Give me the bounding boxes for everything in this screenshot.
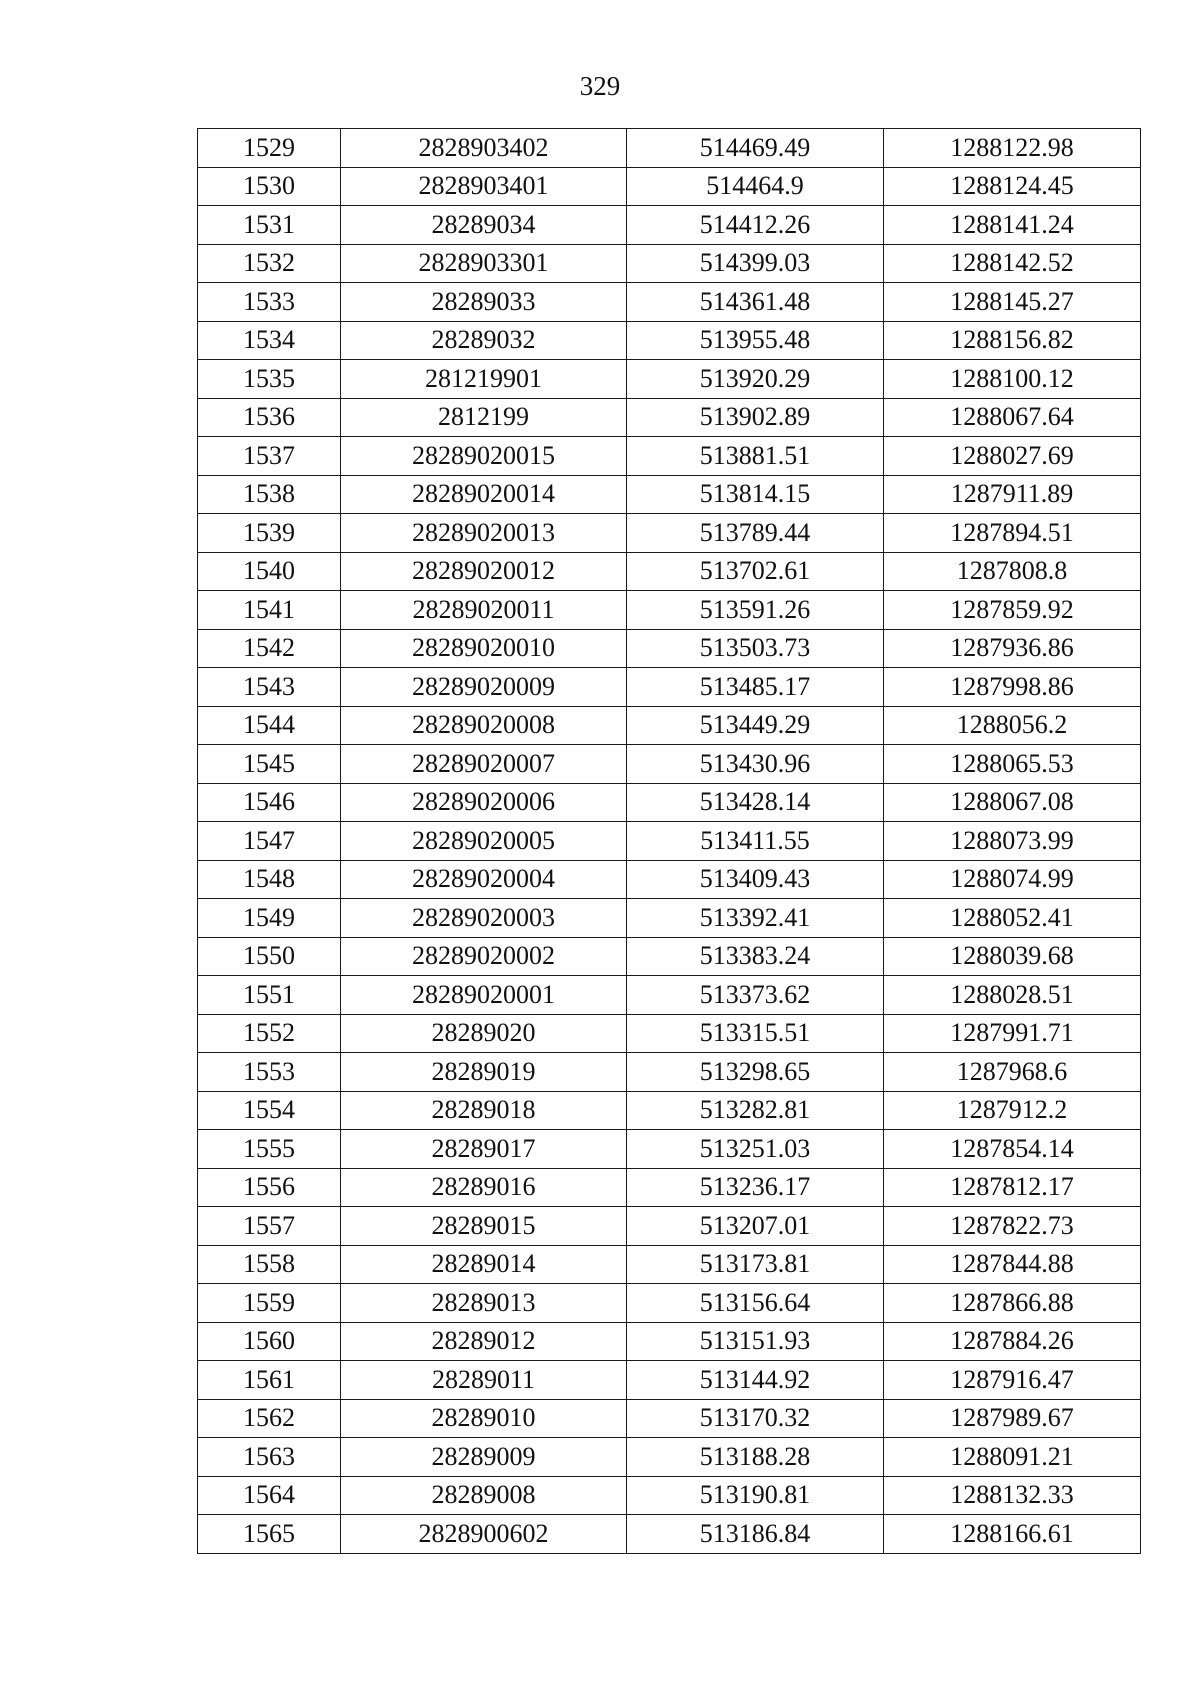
point-code-cell: 28289018 (341, 1091, 627, 1130)
x-coordinate-cell: 513186.84 (627, 1515, 884, 1554)
point-code-cell: 28289020006 (341, 783, 627, 822)
x-coordinate-cell: 513251.03 (627, 1130, 884, 1169)
table-row (198, 591, 1141, 630)
x-coordinate-cell: 514399.03 (627, 244, 884, 283)
y-coordinate-cell: 1287854.14 (884, 1130, 1141, 1169)
row-number-cell: 1529 (198, 129, 341, 168)
table-row (198, 514, 1141, 553)
row-number-cell: 1540 (198, 552, 341, 591)
point-code-cell: 28289020008 (341, 706, 627, 745)
y-coordinate-cell: 1288132.33 (884, 1476, 1141, 1515)
table-row (198, 244, 1141, 283)
row-number-cell: 1557 (198, 1207, 341, 1246)
y-coordinate-cell: 1288028.51 (884, 976, 1141, 1015)
y-coordinate-cell: 1287822.73 (884, 1207, 1141, 1246)
y-coordinate-cell: 1287916.47 (884, 1361, 1141, 1400)
point-code-cell: 2828903401 (341, 167, 627, 206)
row-number-cell: 1542 (198, 629, 341, 668)
x-coordinate-cell: 513298.65 (627, 1053, 884, 1092)
point-code-cell: 2828903402 (341, 129, 627, 168)
y-coordinate-cell: 1288065.53 (884, 745, 1141, 784)
x-coordinate-cell: 513902.89 (627, 398, 884, 437)
row-number-cell: 1545 (198, 745, 341, 784)
x-coordinate-cell: 513955.48 (627, 321, 884, 360)
y-coordinate-cell: 1288124.45 (884, 167, 1141, 206)
x-coordinate-cell: 513373.62 (627, 976, 884, 1015)
point-code-cell: 2812199 (341, 398, 627, 437)
row-number-cell: 1555 (198, 1130, 341, 1169)
row-number-cell: 1563 (198, 1438, 341, 1477)
table-row (198, 1091, 1141, 1130)
point-code-cell: 28289020013 (341, 514, 627, 553)
y-coordinate-cell: 1288142.52 (884, 244, 1141, 283)
table-row (198, 706, 1141, 745)
table-row (198, 783, 1141, 822)
row-number-cell: 1562 (198, 1399, 341, 1438)
table-row (198, 668, 1141, 707)
table-row (198, 745, 1141, 784)
table-row (198, 629, 1141, 668)
row-number-cell: 1561 (198, 1361, 341, 1400)
x-coordinate-cell: 513503.73 (627, 629, 884, 668)
point-code-cell: 28289020009 (341, 668, 627, 707)
y-coordinate-cell: 1287859.92 (884, 591, 1141, 630)
point-code-cell: 28289020004 (341, 860, 627, 899)
y-coordinate-cell: 1288027.69 (884, 437, 1141, 476)
y-coordinate-cell: 1287911.89 (884, 475, 1141, 514)
y-coordinate-cell: 1287844.88 (884, 1245, 1141, 1284)
y-coordinate-cell: 1288091.21 (884, 1438, 1141, 1477)
point-code-cell: 28289020005 (341, 822, 627, 861)
row-number-cell: 1530 (198, 167, 341, 206)
y-coordinate-cell: 1287884.26 (884, 1322, 1141, 1361)
x-coordinate-cell: 513881.51 (627, 437, 884, 476)
x-coordinate-cell: 513282.81 (627, 1091, 884, 1130)
point-code-cell: 28289015 (341, 1207, 627, 1246)
row-number-cell: 1534 (198, 321, 341, 360)
point-code-cell: 28289014 (341, 1245, 627, 1284)
table-row (198, 937, 1141, 976)
point-code-cell: 28289017 (341, 1130, 627, 1169)
table-row (198, 475, 1141, 514)
table-row (198, 1053, 1141, 1092)
row-number-cell: 1535 (198, 360, 341, 399)
row-number-cell: 1558 (198, 1245, 341, 1284)
x-coordinate-cell: 513920.29 (627, 360, 884, 399)
y-coordinate-cell: 1288166.61 (884, 1515, 1141, 1554)
row-number-cell: 1560 (198, 1322, 341, 1361)
y-coordinate-cell: 1288067.64 (884, 398, 1141, 437)
y-coordinate-cell: 1288145.27 (884, 283, 1141, 322)
y-coordinate-cell: 1288122.98 (884, 129, 1141, 168)
point-code-cell: 28289010 (341, 1399, 627, 1438)
point-code-cell: 28289020011 (341, 591, 627, 630)
coordinates-table (197, 128, 1141, 1554)
x-coordinate-cell: 513144.92 (627, 1361, 884, 1400)
y-coordinate-cell: 1288156.82 (884, 321, 1141, 360)
table-row (198, 360, 1141, 399)
row-number-cell: 1537 (198, 437, 341, 476)
x-coordinate-cell: 513789.44 (627, 514, 884, 553)
table-row (198, 1014, 1141, 1053)
row-number-cell: 1547 (198, 822, 341, 861)
table-row (198, 976, 1141, 1015)
row-number-cell: 1548 (198, 860, 341, 899)
x-coordinate-cell: 513411.55 (627, 822, 884, 861)
table-row (198, 283, 1141, 322)
row-number-cell: 1532 (198, 244, 341, 283)
x-coordinate-cell: 513409.43 (627, 860, 884, 899)
y-coordinate-cell: 1287989.67 (884, 1399, 1141, 1438)
row-number-cell: 1531 (198, 206, 341, 245)
y-coordinate-cell: 1287894.51 (884, 514, 1141, 553)
row-number-cell: 1565 (198, 1515, 341, 1554)
point-code-cell: 28289008 (341, 1476, 627, 1515)
row-number-cell: 1539 (198, 514, 341, 553)
coordinates-table-body (198, 129, 1141, 1554)
y-coordinate-cell: 1288067.08 (884, 783, 1141, 822)
x-coordinate-cell: 514469.49 (627, 129, 884, 168)
table-row (198, 1399, 1141, 1438)
table-row (198, 1168, 1141, 1207)
table-row (198, 1207, 1141, 1246)
y-coordinate-cell: 1288056.2 (884, 706, 1141, 745)
point-code-cell: 28289020001 (341, 976, 627, 1015)
point-code-cell: 28289009 (341, 1438, 627, 1477)
y-coordinate-cell: 1287936.86 (884, 629, 1141, 668)
y-coordinate-cell: 1287912.2 (884, 1091, 1141, 1130)
row-number-cell: 1533 (198, 283, 341, 322)
row-number-cell: 1536 (198, 398, 341, 437)
table-row (198, 437, 1141, 476)
row-number-cell: 1556 (198, 1168, 341, 1207)
x-coordinate-cell: 513428.14 (627, 783, 884, 822)
x-coordinate-cell: 513392.41 (627, 899, 884, 938)
point-code-cell: 28289012 (341, 1322, 627, 1361)
page-number: 329 (579, 71, 621, 101)
row-number-cell: 1564 (198, 1476, 341, 1515)
point-code-cell: 28289020007 (341, 745, 627, 784)
x-coordinate-cell: 514412.26 (627, 206, 884, 245)
point-code-cell: 28289034 (341, 206, 627, 245)
x-coordinate-cell: 513383.24 (627, 937, 884, 976)
table-row (198, 860, 1141, 899)
table-row (198, 1322, 1141, 1361)
row-number-cell: 1541 (198, 591, 341, 630)
row-number-cell: 1544 (198, 706, 341, 745)
table-row (198, 899, 1141, 938)
row-number-cell: 1546 (198, 783, 341, 822)
x-coordinate-cell: 513207.01 (627, 1207, 884, 1246)
x-coordinate-cell: 513236.17 (627, 1168, 884, 1207)
table-row (198, 1130, 1141, 1169)
x-coordinate-cell: 513702.61 (627, 552, 884, 591)
point-code-cell: 28289020012 (341, 552, 627, 591)
y-coordinate-cell: 1287808.8 (884, 552, 1141, 591)
point-code-cell: 281219901 (341, 360, 627, 399)
table-row (198, 1361, 1141, 1400)
table-row (198, 1515, 1141, 1554)
point-code-cell: 2828900602 (341, 1515, 627, 1554)
x-coordinate-cell: 513591.26 (627, 591, 884, 630)
table-row (198, 129, 1141, 168)
point-code-cell: 28289020010 (341, 629, 627, 668)
x-coordinate-cell: 513188.28 (627, 1438, 884, 1477)
x-coordinate-cell: 513173.81 (627, 1245, 884, 1284)
x-coordinate-cell: 514361.48 (627, 283, 884, 322)
table-row (198, 167, 1141, 206)
row-number-cell: 1552 (198, 1014, 341, 1053)
y-coordinate-cell: 1288100.12 (884, 360, 1141, 399)
row-number-cell: 1551 (198, 976, 341, 1015)
table-row (198, 398, 1141, 437)
table-row (198, 1438, 1141, 1477)
y-coordinate-cell: 1287998.86 (884, 668, 1141, 707)
point-code-cell: 28289020 (341, 1014, 627, 1053)
row-number-cell: 1543 (198, 668, 341, 707)
x-coordinate-cell: 513814.15 (627, 475, 884, 514)
x-coordinate-cell: 513430.96 (627, 745, 884, 784)
x-coordinate-cell: 513485.17 (627, 668, 884, 707)
table-row (198, 1476, 1141, 1515)
x-coordinate-cell: 513151.93 (627, 1322, 884, 1361)
point-code-cell: 28289020015 (341, 437, 627, 476)
x-coordinate-cell: 513156.64 (627, 1284, 884, 1323)
row-number-cell: 1549 (198, 899, 341, 938)
y-coordinate-cell: 1287991.71 (884, 1014, 1141, 1053)
point-code-cell: 28289020002 (341, 937, 627, 976)
table-row (198, 206, 1141, 245)
row-number-cell: 1554 (198, 1091, 341, 1130)
x-coordinate-cell: 513190.81 (627, 1476, 884, 1515)
row-number-cell: 1550 (198, 937, 341, 976)
table-row (198, 552, 1141, 591)
x-coordinate-cell: 513315.51 (627, 1014, 884, 1053)
point-code-cell: 28289020014 (341, 475, 627, 514)
y-coordinate-cell: 1288039.68 (884, 937, 1141, 976)
x-coordinate-cell: 513449.29 (627, 706, 884, 745)
table-row (198, 321, 1141, 360)
point-code-cell: 28289013 (341, 1284, 627, 1323)
point-code-cell: 28289032 (341, 321, 627, 360)
point-code-cell: 28289020003 (341, 899, 627, 938)
table-row (198, 1284, 1141, 1323)
row-number-cell: 1559 (198, 1284, 341, 1323)
row-number-cell: 1553 (198, 1053, 341, 1092)
point-code-cell: 2828903301 (341, 244, 627, 283)
point-code-cell: 28289011 (341, 1361, 627, 1400)
y-coordinate-cell: 1288073.99 (884, 822, 1141, 861)
table-row (198, 822, 1141, 861)
y-coordinate-cell: 1288074.99 (884, 860, 1141, 899)
point-code-cell: 28289019 (341, 1053, 627, 1092)
y-coordinate-cell: 1287968.6 (884, 1053, 1141, 1092)
table-row (198, 1245, 1141, 1284)
y-coordinate-cell: 1288141.24 (884, 206, 1141, 245)
point-code-cell: 28289016 (341, 1168, 627, 1207)
y-coordinate-cell: 1288052.41 (884, 899, 1141, 938)
y-coordinate-cell: 1287812.17 (884, 1168, 1141, 1207)
y-coordinate-cell: 1287866.88 (884, 1284, 1141, 1323)
x-coordinate-cell: 514464.9 (627, 167, 884, 206)
row-number-cell: 1538 (198, 475, 341, 514)
x-coordinate-cell: 513170.32 (627, 1399, 884, 1438)
point-code-cell: 28289033 (341, 283, 627, 322)
